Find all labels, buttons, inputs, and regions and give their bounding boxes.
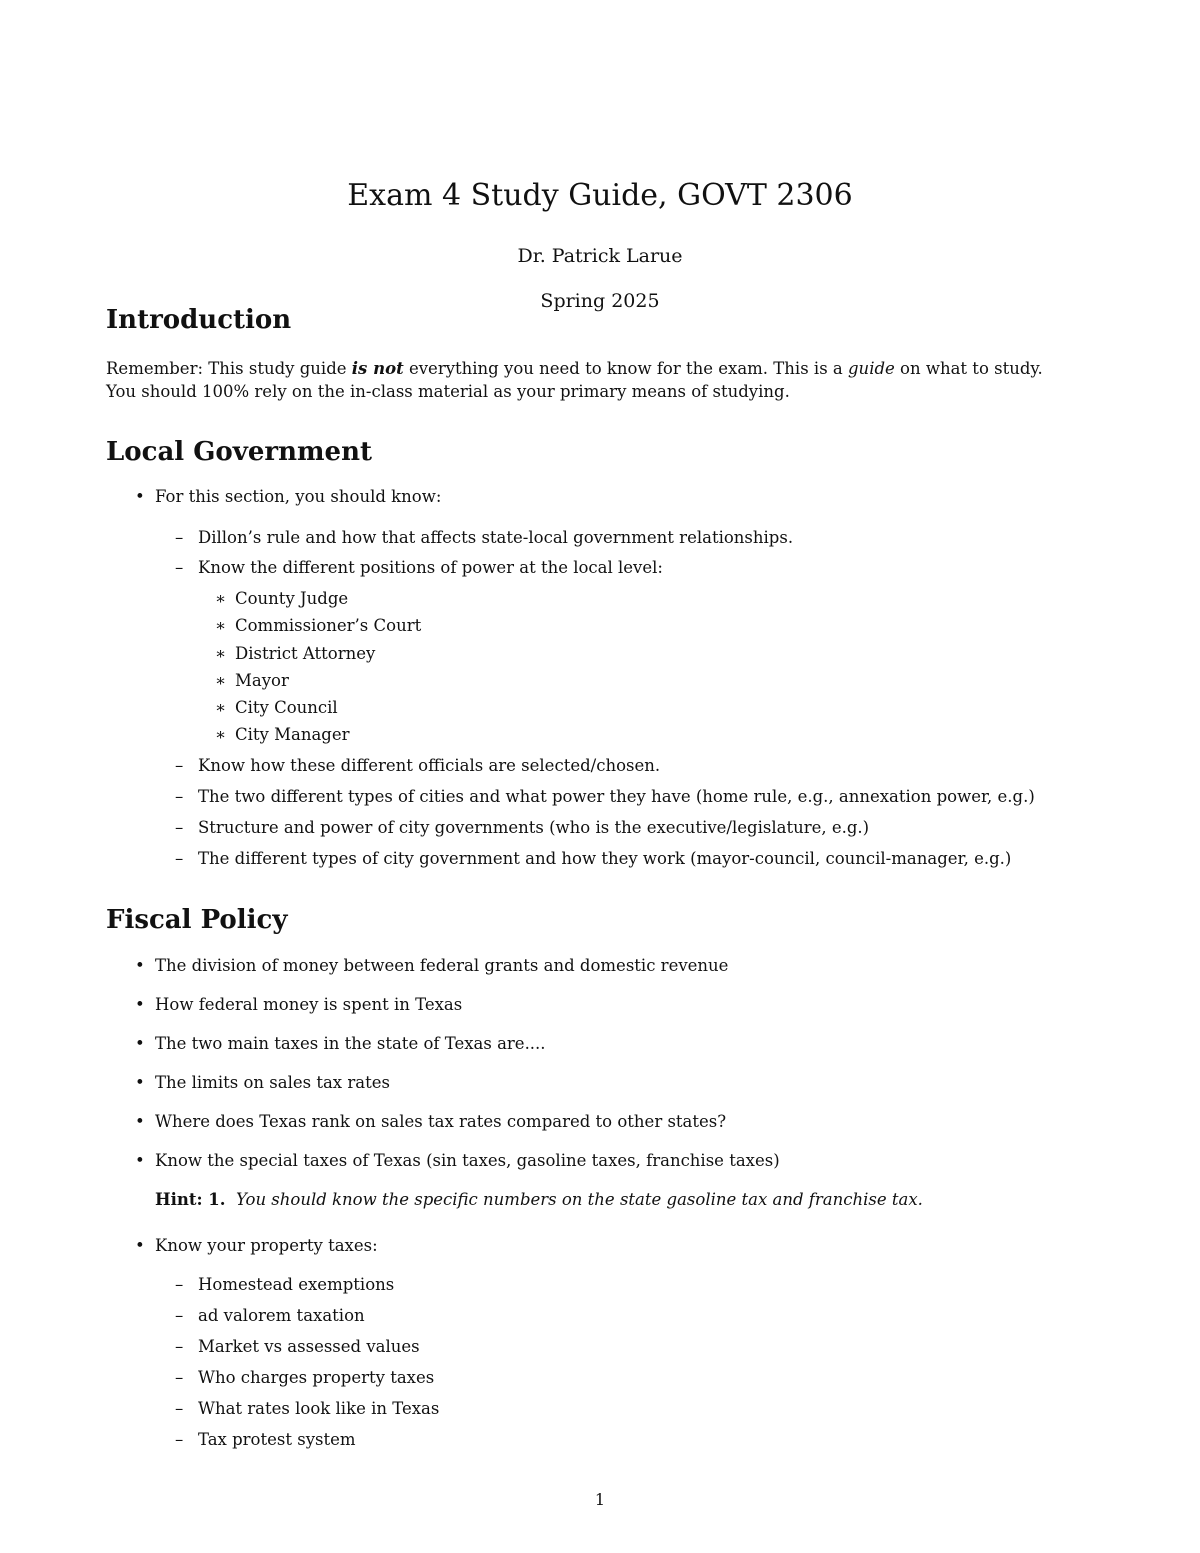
list-item-text: City Council [235,698,338,717]
list-item [215,725,350,744]
bullet-glyph: • [135,995,145,1014]
dash-glyph: – [175,849,184,868]
dash-glyph: – [175,756,184,775]
list-item [215,671,289,690]
intro-text: on what to study. [894,359,1043,378]
bullet-glyph: • [135,1073,145,1092]
list-item-text: The two different types of cities and what power they have (home rule, e.g., annexation power, e.g.) [198,787,1035,806]
asterisk-glyph: ∗ [215,644,227,663]
list-item [175,1337,420,1356]
document-author: Dr. Patrick Larue [517,245,683,267]
list-item-text: Homestead exemptions [198,1275,395,1294]
bullet-glyph: • [135,1151,145,1170]
list-item [175,849,1011,868]
list-item-text: The limits on sales tax rates [155,1073,390,1092]
list-item-text: For this section, you should know: [155,487,442,506]
intro-paragraph-line-1 [106,357,1043,380]
document-date: Spring 2025 [540,290,660,312]
hint-note [155,1190,923,1209]
list-item-text: Know the different positions of power at the local level: [198,558,663,577]
list-item [135,1112,726,1131]
list-item-text: Know your property taxes: [155,1236,378,1255]
list-item-text: Mayor [235,671,289,690]
list-item-text: The two main taxes in the state of Texas are.... [155,1034,546,1053]
bullet-glyph: • [135,1236,145,1255]
asterisk-glyph: ∗ [215,589,227,608]
list-item-text: ad valorem taxation [198,1306,365,1325]
intro-emphasis-is-not: is not [351,359,404,378]
list-item [175,787,1035,806]
dash-glyph: – [175,558,184,577]
list-item-text: Market vs assessed values [198,1337,420,1356]
list-item [215,616,421,635]
heading-introduction: Introduction [106,305,292,335]
intro-text: everything you need to know for the exam. This is a [403,359,848,378]
list-item [175,756,660,775]
list-item [135,1073,390,1092]
bullet-glyph: • [135,1112,145,1131]
list-item-text: What rates look like in Texas [198,1399,440,1418]
list-item [175,1430,356,1449]
list-item-text: Know how these different officials are selected/chosen. [198,756,661,775]
list-item-text: Structure and power of city governments (who is the executive/legislature, e.g.) [198,818,870,837]
list-item [135,956,728,975]
list-item-text: City Manager [235,725,350,744]
list-item-text: County Judge [235,589,349,608]
list-item [215,698,338,717]
intro-emphasis-guide: guide [848,359,895,378]
list-item [175,528,793,547]
list-item-text: District Attorney [235,644,376,663]
dash-glyph: – [175,1368,184,1387]
list-item-text: Who charges property taxes [198,1368,435,1387]
heading-local-government: Local Government [106,437,372,467]
dash-glyph: – [175,1337,184,1356]
bullet-glyph: • [135,487,145,506]
bullet-glyph: • [135,956,145,975]
asterisk-glyph: ∗ [215,698,227,717]
list-item-text: Commissioner’s Court [235,616,422,635]
page-number: 1 [594,1490,606,1509]
list-item [175,818,869,837]
intro-paragraph-line-2: You should 100% rely on the in-class material as your primary means of studying. [106,382,790,401]
list-item-text: How federal money is spent in Texas [155,995,463,1014]
dash-glyph: – [175,818,184,837]
intro-text: Remember: This study guide [106,359,352,378]
list-item [175,558,663,577]
dash-glyph: – [175,528,184,547]
dash-glyph: – [175,1399,184,1418]
list-item [135,995,462,1014]
bullet-glyph: • [135,1034,145,1053]
dash-glyph: – [175,1306,184,1325]
asterisk-glyph: ∗ [215,616,227,635]
heading-fiscal-policy: Fiscal Policy [106,905,288,935]
list-item [135,487,441,506]
asterisk-glyph: ∗ [215,725,227,744]
list-item [135,1151,780,1170]
list-item [175,1306,365,1325]
dash-glyph: – [175,1275,184,1294]
document-title: Exam 4 Study Guide, GOVT 2306 [347,178,853,213]
hint-text: You should know the specific numbers on the state gasoline tax and franchise tax. [236,1190,923,1209]
list-item [215,644,375,663]
list-item-text: The different types of city government and how they work (mayor-council, council-manager, e.g.) [198,849,1012,868]
list-item [175,1275,394,1294]
list-item-text: Dillon’s rule and how that affects state-local government relationships. [198,528,794,547]
list-item [215,589,348,608]
list-item-text: Know the special taxes of Texas (sin taxes, gasoline taxes, franchise taxes) [155,1151,780,1170]
asterisk-glyph: ∗ [215,671,227,690]
list-item [175,1399,439,1418]
list-item-text: Where does Texas rank on sales tax rates compared to other states? [155,1112,727,1131]
hint-label: Hint: 1. [155,1190,226,1209]
dash-glyph: – [175,1430,184,1449]
list-item [175,1368,434,1387]
list-item [135,1034,546,1053]
list-item-text: Tax protest system [198,1430,356,1449]
list-item-text: The division of money between federal grants and domestic revenue [155,956,729,975]
dash-glyph: – [175,787,184,806]
list-item [135,1236,378,1255]
